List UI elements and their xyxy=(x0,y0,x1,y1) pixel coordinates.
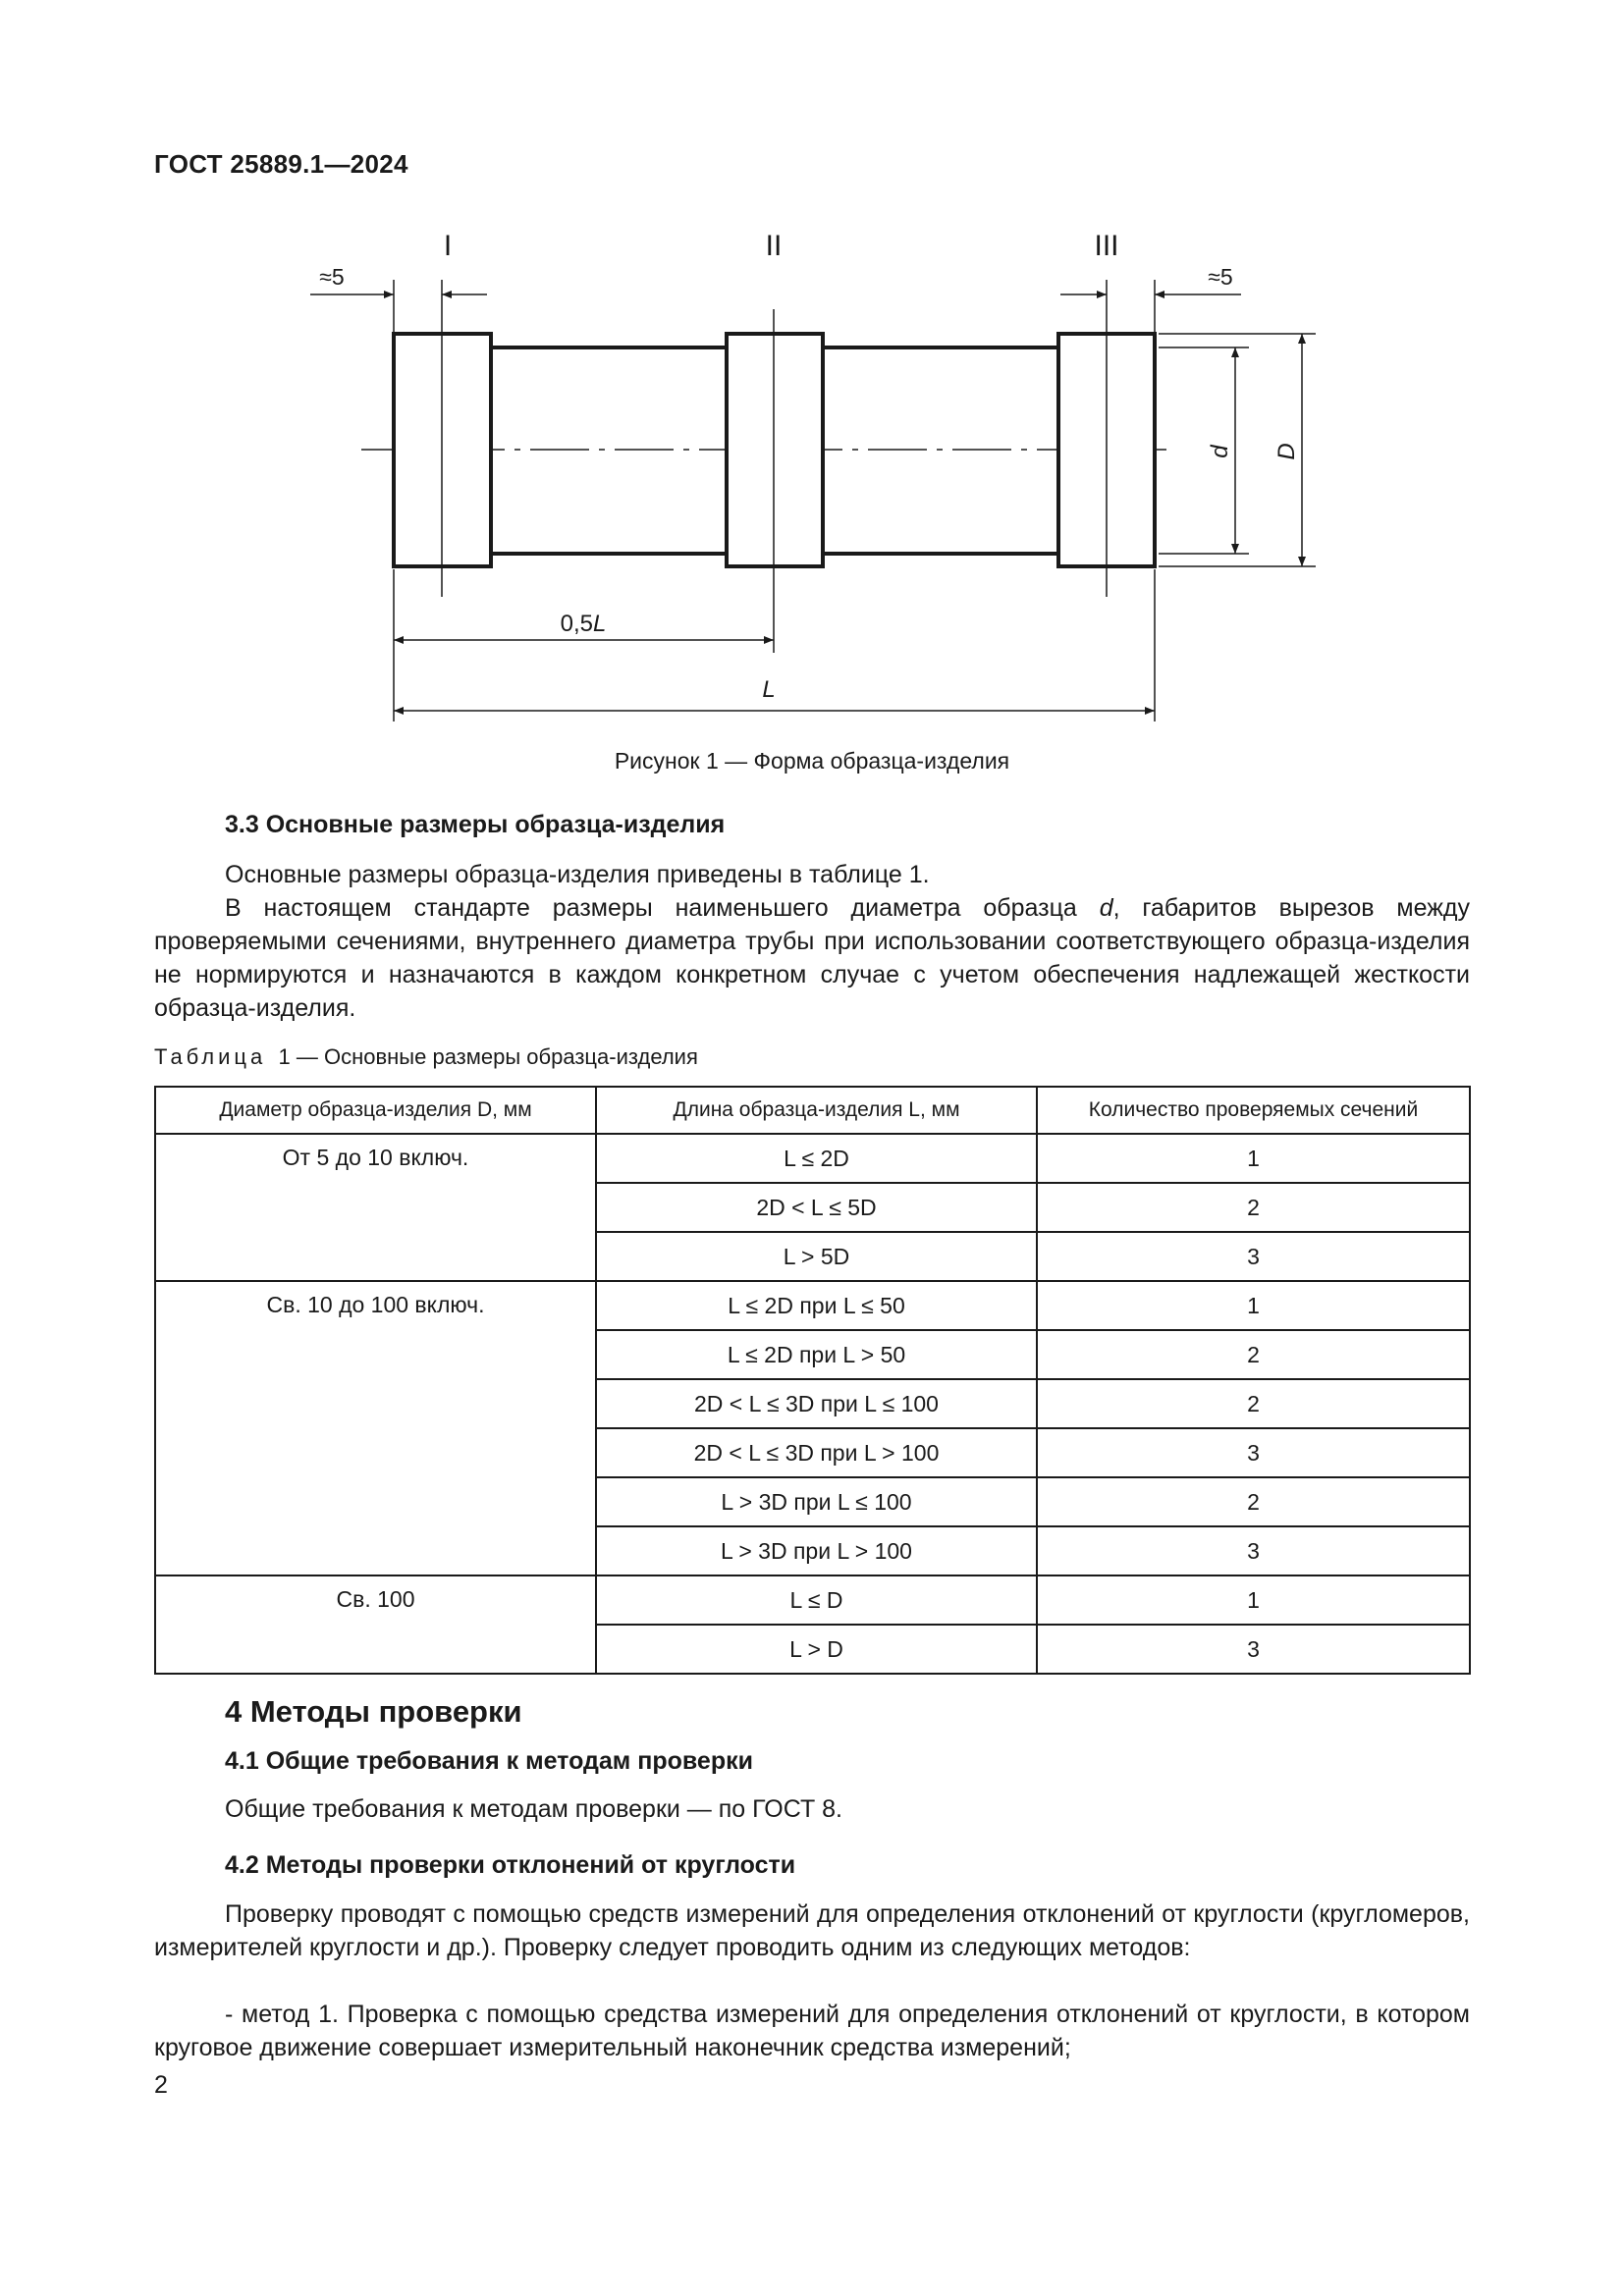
table-header-length: Длина образца-изделия L, мм xyxy=(596,1087,1037,1134)
length-cell: L > 3D при L > 100 xyxy=(596,1526,1037,1575)
dim-right-label: ≈5 xyxy=(1208,264,1233,290)
length-cell: L > 5D xyxy=(596,1232,1037,1281)
count-cell: 1 xyxy=(1037,1134,1470,1183)
section-4-1-paragraph: Общие требования к методам проверки — по ГОСТ 8. xyxy=(225,1795,843,1823)
length-cell: L ≤ 2D при L > 50 xyxy=(596,1330,1037,1379)
shaft-right xyxy=(823,347,1058,554)
length-cell: 2D < L ≤ 3D при L ≤ 100 xyxy=(596,1379,1037,1428)
dim-L-label: L xyxy=(762,676,776,703)
length-cell: L > 3D при L ≤ 100 xyxy=(596,1477,1037,1526)
page-number: 2 xyxy=(154,2071,168,2099)
dim-left-label: ≈5 xyxy=(319,264,345,290)
count-cell: 2 xyxy=(1037,1379,1470,1428)
section-3-3-heading: 3.3 Основные размеры образца-изделия xyxy=(225,811,726,838)
section-3-3-paragraph-2: В настоящем стандарте размеры наименьшего диаметра образца d, габаритов вырезов между проверяемыми сечениями, внутреннего диаметра трубы при использовании соответствующего образца-изделия не нормируются и назначаются в каждом конкретном случае с учетом обеспечения надлежащей жесткости образца-изделия. xyxy=(154,894,1471,1022)
length-cell: 2D < L ≤ 5D xyxy=(596,1183,1037,1232)
count-cell: 3 xyxy=(1037,1428,1470,1477)
count-cell: 3 xyxy=(1037,1232,1470,1281)
specimen-drawing xyxy=(0,0,1624,746)
table-title: Таблица 1 — Основные размеры образца-изделия xyxy=(154,1044,698,1069)
section-label-2: II xyxy=(765,230,783,262)
table-header-diameter: Диаметр образца-изделия D, мм xyxy=(155,1087,596,1134)
length-cell: L ≤ 2D при L ≤ 50 xyxy=(596,1281,1037,1330)
dimensions-table xyxy=(154,1086,1471,1675)
table-header-count: Количество проверяемых сечений xyxy=(1037,1087,1470,1134)
table-header-row xyxy=(155,1087,1470,1134)
shaft-left xyxy=(491,347,727,554)
figure-caption: Рисунок 1 — Форма образца-изделия xyxy=(614,748,1010,774)
collar-2 xyxy=(727,334,823,566)
specimen-figure xyxy=(0,0,1624,746)
length-cell: L ≤ D xyxy=(596,1575,1037,1625)
section-label-1: I xyxy=(443,230,453,262)
section-4-2-heading: 4.2 Методы проверки отклонений от круглости xyxy=(225,1851,796,1879)
dim-half-label: 0,5L xyxy=(560,611,607,637)
count-cell: 2 xyxy=(1037,1183,1470,1232)
section-4-1-heading: 4.1 Общие требования к методам проверки xyxy=(225,1747,753,1775)
count-cell: 3 xyxy=(1037,1625,1470,1674)
table-row xyxy=(155,1575,1470,1625)
section-3-3-paragraph-1: Основные размеры образца-изделия приведены в таблице 1. xyxy=(225,861,930,888)
diameter-cell: От 5 до 10 включ. xyxy=(155,1134,596,1281)
length-cell: L ≤ 2D xyxy=(596,1134,1037,1183)
count-cell: 1 xyxy=(1037,1281,1470,1330)
section-label-3: III xyxy=(1094,230,1119,262)
length-cell: L > D xyxy=(596,1625,1037,1674)
dim-d-label: d xyxy=(1207,445,1233,458)
section-4-heading: 4 Методы проверки xyxy=(225,1694,522,1729)
dim-D-label: D xyxy=(1273,443,1300,460)
count-cell: 2 xyxy=(1037,1477,1470,1526)
section-4-2-list-item: - метод 1. Проверка с помощью средства измерений для определения отклонений от круглости, в котором круговое движение совершает измерительный наконечник средства измерений; xyxy=(154,2001,1470,2061)
document-header: ГОСТ 25889.1—2024 xyxy=(154,149,408,179)
count-cell: 2 xyxy=(1037,1330,1470,1379)
table-row xyxy=(155,1134,1470,1183)
diameter-cell: Св. 10 до 100 включ. xyxy=(155,1281,596,1575)
section-4-2-paragraph: Проверку проводят с помощью средств измерений для определения отклонений от круглости (кругломеров, измерителей круглости и др.). Проверку следует проводить одним из следующих методов: xyxy=(154,1900,1470,1961)
diameter-cell: Св. 100 xyxy=(155,1575,596,1674)
count-cell: 3 xyxy=(1037,1526,1470,1575)
length-cell: 2D < L ≤ 3D при L > 100 xyxy=(596,1428,1037,1477)
count-cell: 1 xyxy=(1037,1575,1470,1625)
table-row xyxy=(155,1281,1470,1330)
